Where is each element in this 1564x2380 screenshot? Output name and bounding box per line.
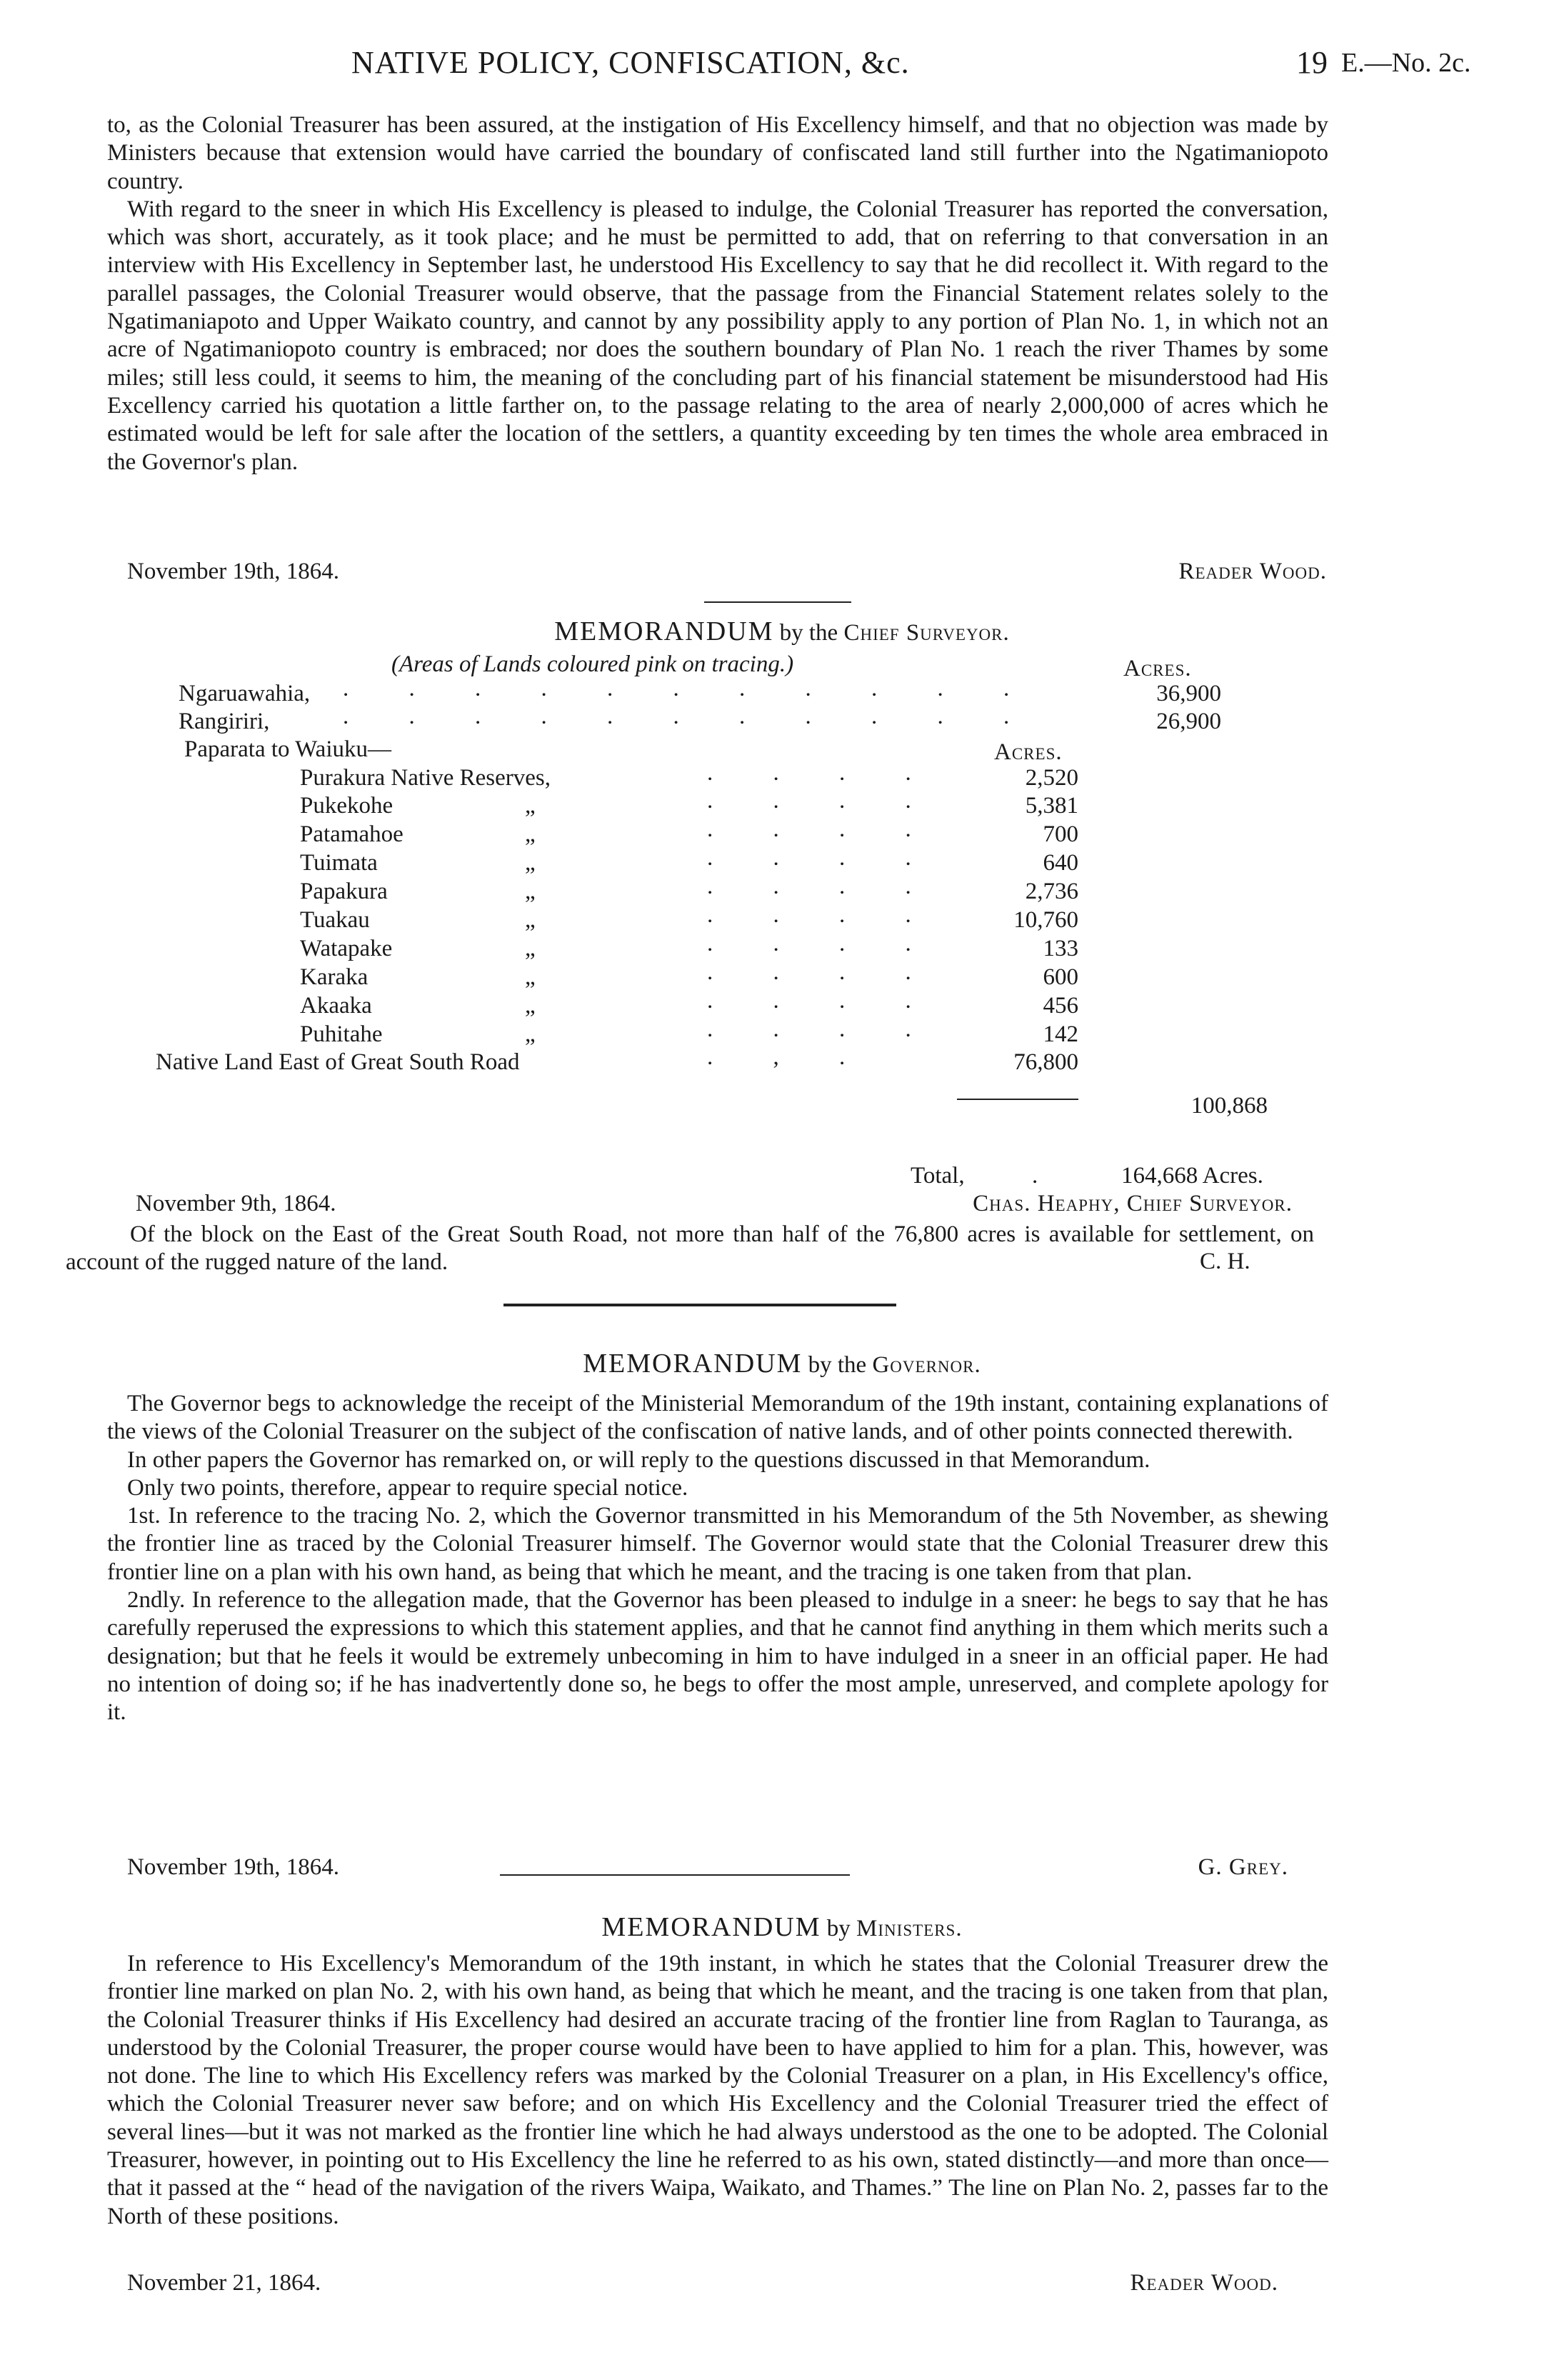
memo-heading-by: by the — [779, 620, 838, 646]
item-label: Puhitahe — [300, 1021, 383, 1047]
acres-inner-header: Acres. — [994, 739, 1063, 765]
leader-dots: . . . . — [707, 760, 938, 786]
leader-dots: . . . . — [707, 874, 938, 899]
leader-dots: . . . . — [707, 788, 938, 814]
section-divider — [503, 1304, 896, 1306]
total-label: Total, — [911, 1163, 965, 1189]
date: November 21, 1864. — [127, 2270, 321, 2296]
memo-heading-by: by the — [808, 1352, 867, 1378]
document-reference: E.—No. 2c. — [1341, 48, 1471, 78]
ditto-mark: „ — [525, 964, 536, 990]
paragraph: In other papers the Governor has remarked on, or will reply to the questions discussed in that Memorandum. — [127, 1446, 1151, 1473]
leader-dots: . . . . — [707, 816, 938, 842]
item-label: Pukekohe — [300, 793, 393, 819]
item-label: Karaka — [300, 964, 369, 990]
paragraph: Of the block on the East of the Great South Road, not more than half of the 76,800 acres is available for settlement, on account of the rugged nature of the land. — [66, 1221, 1314, 1276]
memo-heading-main: MEMORANDUM — [554, 616, 774, 646]
memo-heading-main: MEMORANDUM — [583, 1349, 803, 1379]
ditto-mark: „ — [525, 936, 536, 961]
ditto-mark: „ — [525, 993, 536, 1019]
memo-heading-author: Governor. — [872, 1352, 981, 1378]
paragraph: The Governor begs to acknowledge the receipt of the Ministerial Memorandum of the 19th instant, containing explanations of the views of the Colonial Treasurer on the subject of the confiscation of native lands, and of other points connected therewith. — [107, 1391, 1328, 1445]
date: November 19th, 1864. — [127, 1854, 339, 1880]
divider — [704, 601, 851, 603]
item-value: 10,760 — [1013, 907, 1078, 933]
item-label: Tuimata — [300, 850, 378, 876]
item-value: 700 — [1043, 821, 1078, 847]
divider — [500, 1874, 850, 1876]
date: November 9th, 1864. — [136, 1191, 336, 1216]
ditto-mark: „ — [525, 1021, 536, 1047]
total-leader: . — [1032, 1163, 1038, 1189]
date: November 19th, 1864. — [127, 559, 339, 584]
leader-dots: . . . . — [707, 902, 938, 928]
ditto-mark: „ — [525, 907, 536, 933]
paragraph: Only two points, therefore, appear to require special notice. — [127, 1474, 688, 1501]
signature-line — [136, 1191, 1293, 1219]
item-value: 142 — [1043, 1021, 1078, 1047]
table-subheading: (Areas of Lands coloured pink on tracing.) — [391, 651, 794, 677]
leader-dots: . . . . — [707, 1016, 938, 1042]
item-value: 456 — [1043, 993, 1078, 1019]
total-value: 164,668 Acres. — [1121, 1163, 1263, 1189]
ditto-mark: „ — [525, 821, 536, 847]
note-initials: C. H. — [1200, 1249, 1250, 1274]
ditto-mark: „ — [525, 793, 536, 819]
ditto-mark: „ — [525, 879, 536, 904]
row-label: Ngaruawahia, — [179, 681, 311, 706]
subtotal-rule — [957, 1099, 1078, 1100]
item-value: 2,520 — [1025, 765, 1078, 791]
surveyor-note — [66, 1221, 1314, 1277]
paragraph: 1st. In reference to the tracing No. 2, which the Governor transmitted in his Memorandum of the 5th November, as shewing the frontier line as traced by the Colonial Treasurer himself. The Governor would state that the Colonial Treasurer drew this frontier line on a plan with his own hand, as being that which he meant, and the tracing is one taken from that plan. — [107, 1503, 1328, 1585]
row-label: Rangiriri, — [179, 709, 270, 734]
leader-dots: . , . — [707, 1044, 873, 1070]
ministers-memo-text — [107, 1950, 1328, 2231]
signature: Reader Wood. — [1178, 559, 1327, 584]
leader-dots: . . . . — [707, 959, 938, 985]
item-label: Akaaka — [300, 993, 372, 1019]
group-label: Paparata to Waiuku— — [184, 736, 391, 762]
memo-heading-main: MEMORANDUM — [601, 1912, 821, 1942]
ditto-mark: „ — [525, 850, 536, 876]
leader-dots: . . . . — [707, 988, 938, 1014]
row-value: 36,900 — [1156, 681, 1221, 706]
item-value: 640 — [1043, 850, 1078, 876]
item-label: Papakura — [300, 879, 388, 904]
signature: Reader Wood. — [1130, 2270, 1278, 2296]
signature: G. Grey. — [1198, 1854, 1288, 1880]
leader-dots: . . . . — [707, 931, 938, 956]
item-value: 2,736 — [1025, 879, 1078, 904]
leader-dots: . . . . — [707, 845, 938, 871]
page-number: 19 — [1296, 45, 1328, 80]
paragraph: In reference to His Excellency's Memorandum of the 19th instant, in which he states that the Colonial Treasurer drew the frontier line marked on plan No. 2, with his own hand, as being that which he meant, and the tracing is one taken from that plan, the Colonial Treasurer thinks if His Excellency had desired an accurate tracing of the frontier line from Raglan to Tauranga, as understood by the Colonial Treasurer, the proper course would have been to have applied to him for a plan. This, however, was not done. The line to which His Excellency refers was marked by the Colonial Treasurer on a plan, in His Excellency's office, which the Colonial Treasurer never saw before; and on which His Excellency and the Colonial Treasurer tried the effect of several lines—but it was not marked as the frontier line which he had always understood as the one to be adopted. The Colonial Treasurer, however, in pointing out to His Excellency the line he referred to as his own, stated distinctly—and more than once—that it passed at the “ head of the navigation of the rivers Waipa, Waikato, and Thames.” The line on Plan No. 2, passes far to the North of these positions. — [107, 1951, 1328, 2229]
memo-heading — [0, 1348, 1564, 1379]
item-label: Purakura Native Reserves, — [300, 765, 551, 791]
page-title: NATIVE POLICY, CONFISCATION, &c. — [351, 45, 910, 80]
signature-line — [127, 2270, 1278, 2299]
continuation-text — [107, 111, 1328, 476]
memo-heading — [0, 616, 1564, 647]
item-value: 5,381 — [1025, 793, 1078, 819]
item-value: 133 — [1043, 936, 1078, 961]
signature-line — [127, 1854, 1288, 1883]
memo-heading-author: Ministers. — [856, 1916, 963, 1941]
signature-line — [127, 559, 1327, 587]
item-label: Tuakau — [300, 907, 370, 933]
item-label: Patamahoe — [300, 821, 403, 847]
acres-column-header: Acres. — [1123, 656, 1192, 681]
running-header — [0, 44, 1564, 87]
paragraph: 2ndly. In reference to the allegation made, that the Governor has been pleased to indulge in a sneer: he begs to say that he has carefully reperused the expressions to which this statement applies, and that he cannot find anything in them which merits such a designation; but that he feels it would be extremely unbecoming in him to have indulged in a sneer in an official paper. He had no intention of doing so; if he has inadvertently done so, he begs to offer the most ample, unreserved, and complete apology for it. — [107, 1587, 1328, 1726]
memo-heading-by: by — [826, 1916, 851, 1941]
signature: Chas. Heaphy, Chief Surveyor. — [973, 1191, 1293, 1216]
row-value: 26,900 — [1156, 709, 1221, 734]
item-value: 76,800 — [1013, 1049, 1078, 1075]
item-value: 600 — [1043, 964, 1078, 990]
item-label: Native Land East of Great South Road — [156, 1049, 520, 1075]
leader-dots: . . . . . . . . . . . — [343, 704, 1037, 729]
subtotal-value: 100,868 — [1190, 1093, 1268, 1119]
memo-heading — [0, 1911, 1564, 1943]
memo-heading-author: Chief Surveyor. — [843, 620, 1010, 646]
paragraph: With regard to the sneer in which His Excellency is pleased to indulge, the Colonial Treasurer has reported the conversation, which was short, accurately, as it took place; and he must be permitted to add, that on referring to that conversation in an interview with His Excellency in September last, he understood His Excellency to say that he did recollect it. With regard to the parallel passages, the Colonial Treasurer would observe, that the passage from the Financial Statement relates solely to the Ngatimaniapoto and Upper Waikato country, and cannot by any possibility apply to any portion of Plan No. 1, in which not an acre of Ngatimaniopoto country is embraced; nor does the southern boundary of Plan No. 1 reach the river Thames by some miles; still less could, it seems to him, the meaning of the concluding part of his financial statement be misunderstood had His Excellency carried his quotation a little farther on, to the passage relating to the area of nearly 2,000,000 of acres which he estimated would be left for sale after the location of the settlers, a quantity exceeding by ten times the whole area embraced in the Governor's plan. — [107, 196, 1328, 475]
governor-memo-text — [107, 1390, 1328, 1727]
leader-dots: . . . . . . . . . . . — [343, 676, 1037, 701]
item-label: Watapake — [300, 936, 393, 961]
paragraph: to, as the Colonial Treasurer has been assured, at the instigation of His Excellency himself, and that no objection was made by Ministers because that extension would have carried the boundary of confiscated land still further into the Ngatimaniopoto country. — [107, 112, 1328, 194]
